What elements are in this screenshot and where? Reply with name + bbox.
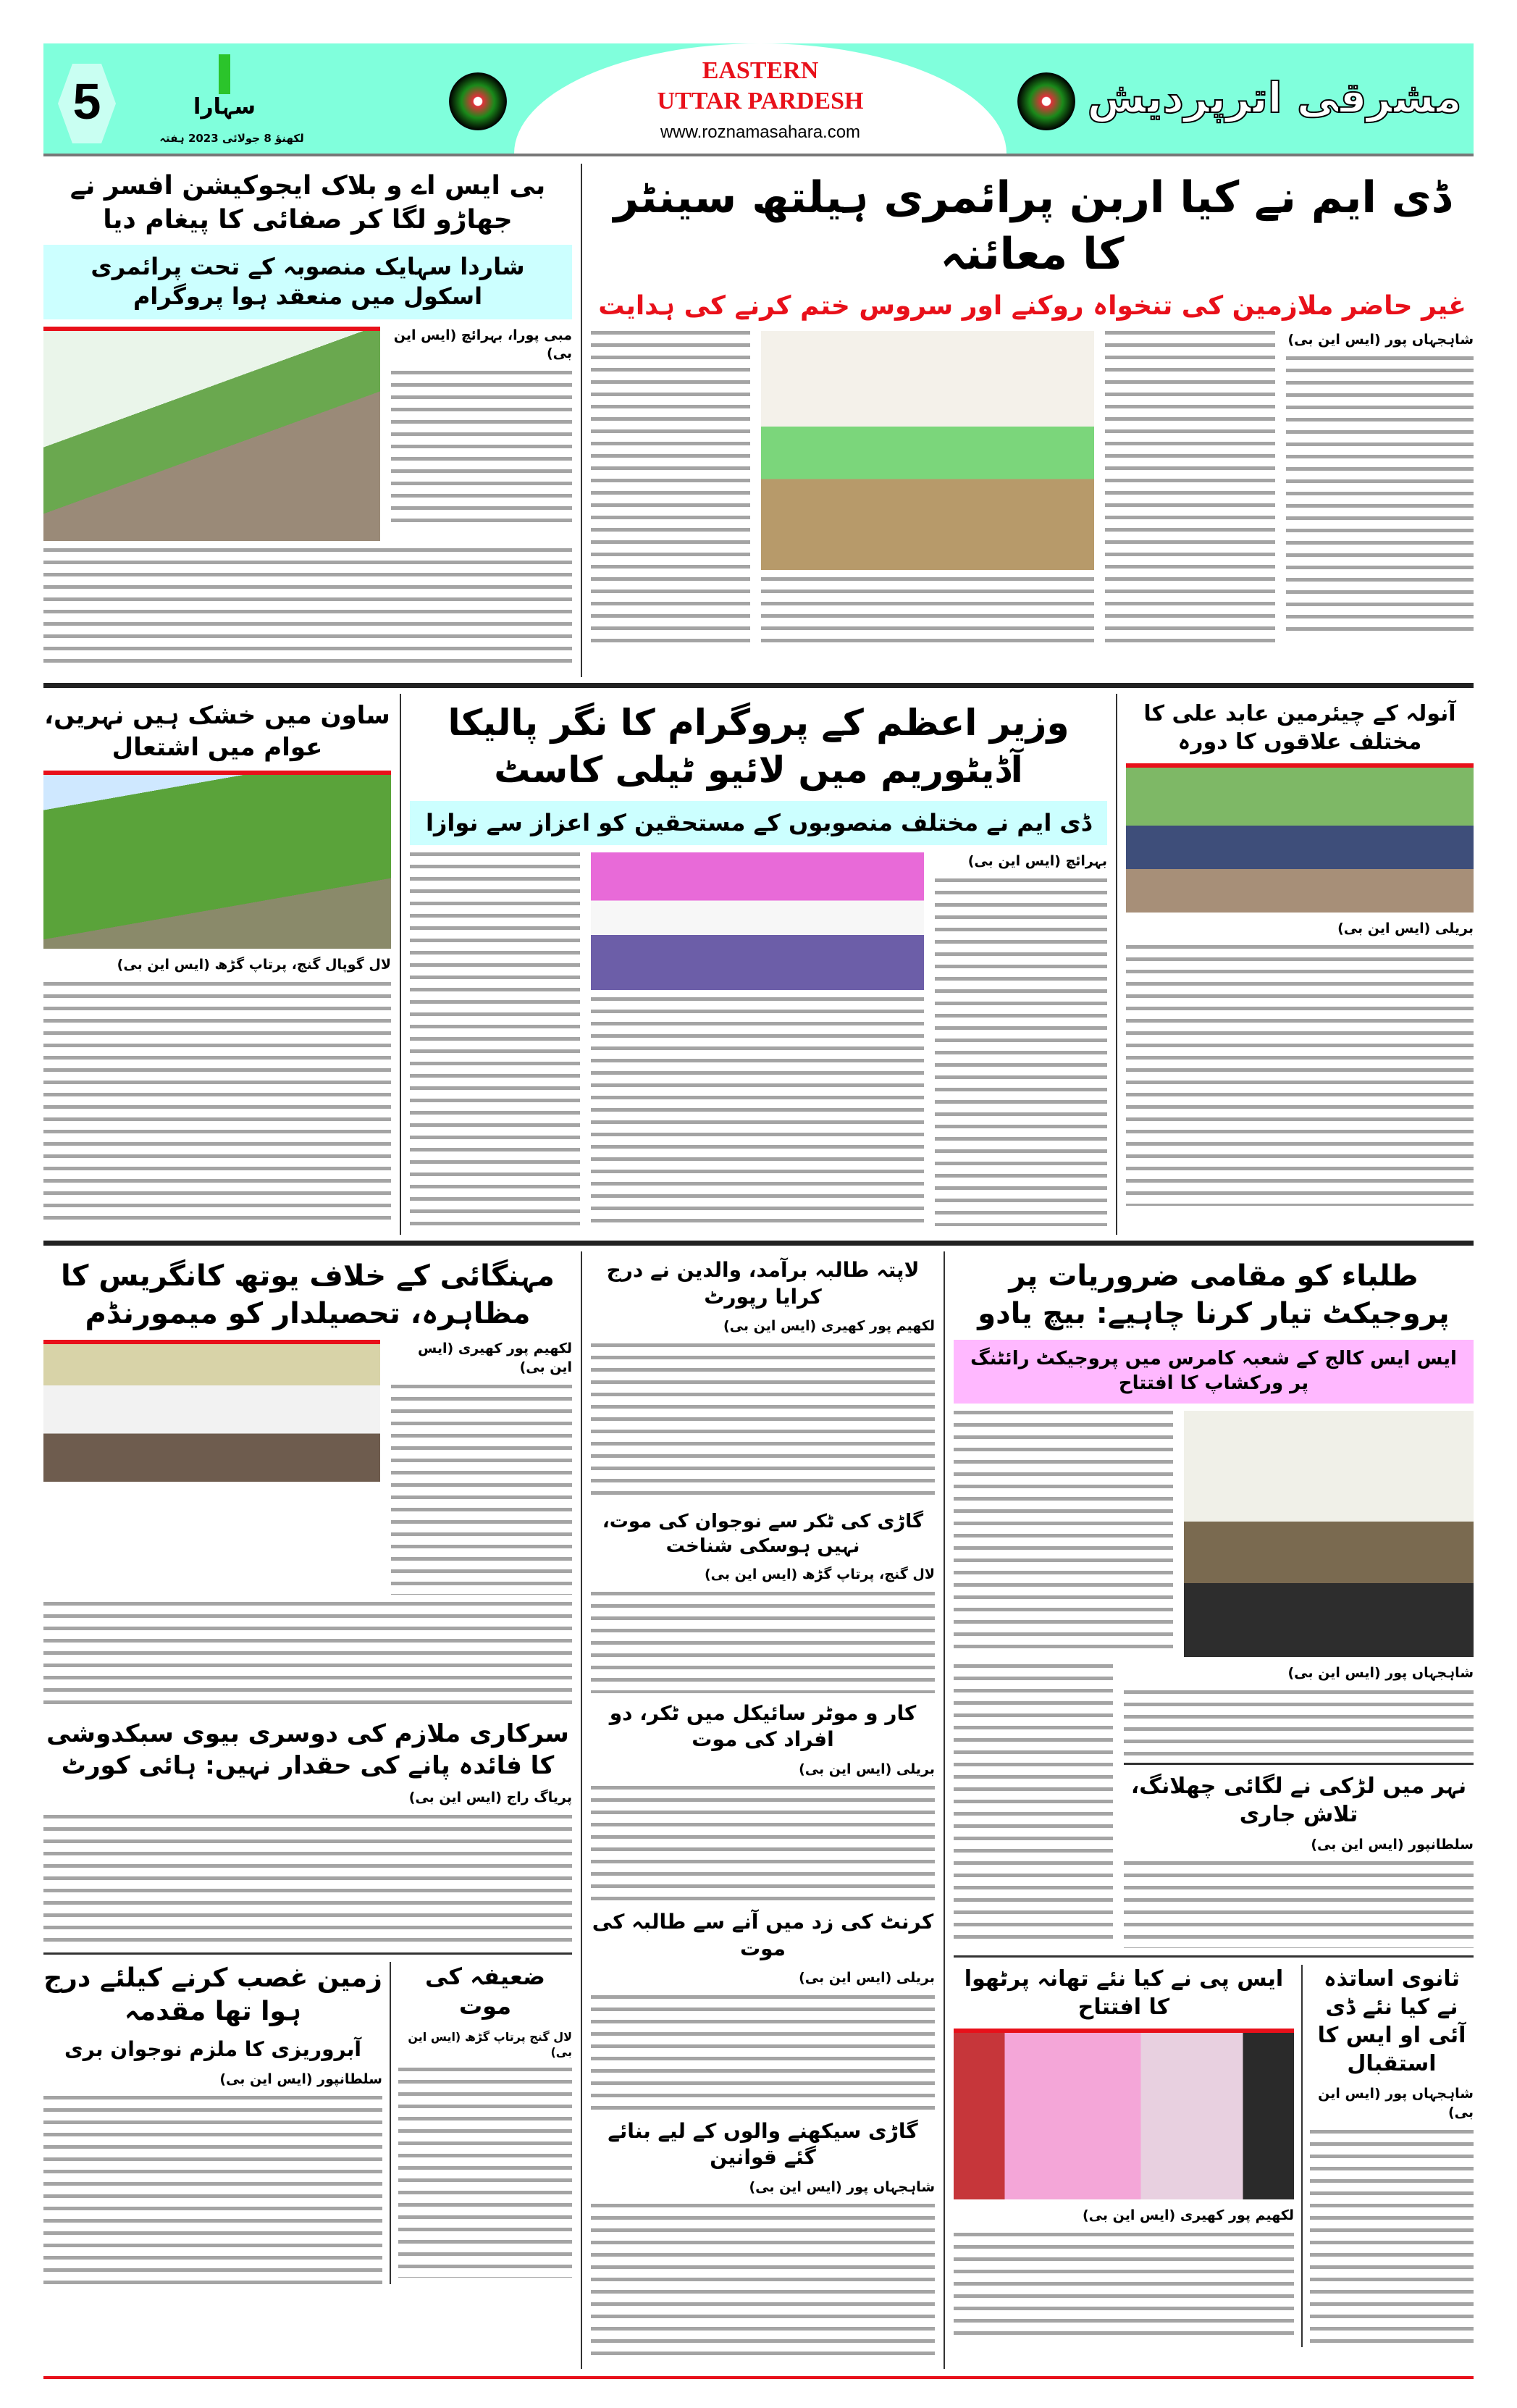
article-text: [391, 1385, 572, 1595]
text-column: [935, 852, 1107, 1226]
section-row-1: [43, 164, 1474, 677]
article-text: [410, 852, 580, 1229]
photo-congress-memorandum: [43, 1340, 380, 1482]
dm-inspection-story: [581, 164, 1474, 677]
logo-emblem-icon: [219, 54, 230, 94]
sunburst-right-icon: [1017, 72, 1075, 130]
article-text: [1105, 331, 1275, 642]
byline: بہرائچ (ایس این بی): [967, 853, 1107, 870]
article-text: [954, 1664, 1113, 1939]
section-rule: [43, 1952, 572, 1955]
lead-subhead: غیر حاضر ملازمین کی تنخواہ روکنے اور سروس ختم کرنے کی ہدایت: [598, 291, 1466, 321]
headline: طلباء کو مقامی ضروریات پر پروجیکٹ تیار کرنا چاہیے: بیچ یادو: [978, 1259, 1450, 1331]
section-rule: [43, 1241, 1474, 1246]
text-column: [391, 327, 572, 530]
photo-health-centre: [761, 331, 1094, 570]
middle-column: [581, 1251, 944, 2369]
byline: شاہجہاں پور (ایس این بی): [749, 2178, 935, 2195]
website-link[interactable]: www.roznamasahara.com: [660, 122, 861, 142]
photo-workshop: [1184, 1411, 1474, 1657]
sunburst-left-icon: [449, 72, 507, 130]
photo-police-station-opening: [954, 2029, 1294, 2199]
byline: شاہجہاں پور (ایس این بی): [1287, 331, 1474, 348]
photo-text-row: [43, 327, 572, 541]
article-text: [43, 548, 572, 671]
byline: بریلی (ایس این بی): [799, 1761, 935, 1777]
photo-column: [761, 331, 1094, 642]
logo-lettering: سہارا: [193, 94, 256, 119]
headline: گاڑی کی ٹکر سے نوجوان کی موت، نہیں ہوسکی شناخت: [602, 1510, 924, 1557]
page-number: 5: [72, 73, 101, 130]
photo-text-row: [43, 1340, 572, 1594]
lead-headline: ڈی ایم نے کیا اربن پرائمری ہیلتھ سینٹر کا معائنہ: [613, 172, 1451, 280]
text-column: [1124, 1664, 1474, 1948]
section-rule: [954, 1955, 1474, 1958]
article-text: [1126, 945, 1474, 1206]
byline: پریاگ راج (ایس این بی): [408, 1790, 572, 1806]
masthead-band: [43, 43, 1474, 156]
headline: سرکاری ملازم کی دوسری بیوی سبکدوشی کا فائدہ پانے کی حقدار نہیں: ہائی کورٹ: [46, 1719, 569, 1780]
byline: بریلی (ایس این بی): [1337, 920, 1474, 936]
headline: زمین غصب کرنے کیلئے درج ہوا تھا مقدمہ: [43, 1963, 382, 2027]
article-text: [591, 997, 924, 1229]
photo-chairman-visit: [1126, 763, 1474, 913]
photo-dry-canal: [43, 771, 391, 949]
subhead-box: شاردا سہایک منصوبہ کے تحت پرائمری اسکول میں منعقد ہوا پروگرام: [43, 245, 572, 319]
byline: لال گنج پرتاپ گڑھ (ایس این بی): [408, 2029, 572, 2060]
byline: سلطانپور (ایس این بی): [1311, 1836, 1474, 1853]
article-text: [43, 1815, 572, 1945]
byline: سلطانپور (ایس این بی): [219, 2071, 382, 2087]
pm-program-story: [400, 694, 1116, 1236]
bottom-stories-row: [954, 1965, 1474, 2346]
photo-text-row: [954, 1411, 1474, 1657]
bottom-stories-row: [43, 1962, 572, 2285]
headline: بی ایس اے و بلاک ایجوکیشن افسر نے جھاڑو لگا کر صفائی کا پیغام دیا: [70, 171, 546, 235]
byline: مبی پورا، بہرائچ (ایس این بی): [393, 327, 572, 362]
aonla-chairman-story: [1116, 694, 1474, 1236]
article-text: [954, 2233, 1294, 2341]
subhead-box: ڈی ایم نے مختلف منصوبوں کے مستحقین کو اعزاز سے نوازا: [410, 801, 1107, 846]
headline: کرنٹ کی زد میں آنے سے طالبہ کی موت: [592, 1910, 934, 1960]
subhead-box: ایس ایس کالج کے شعبہ کامرس میں پروجیکٹ رائٹنگ پر ورکشاپ کا افتتاح: [954, 1340, 1474, 1404]
article-text: [591, 331, 750, 642]
photo-cleanliness-drive: [43, 327, 380, 541]
article-text: [1310, 2130, 1474, 2347]
edition-uttar-pardesh: UTTAR PARDESH: [657, 88, 864, 114]
article-text: [591, 1995, 935, 2111]
article-text: [398, 2068, 572, 2278]
article-text: [591, 1343, 935, 1503]
article-text: [391, 371, 572, 530]
dry-canals-story: [43, 694, 400, 1236]
article-text: [43, 2096, 382, 2284]
text-column: [391, 1340, 572, 1594]
pm-body-row: [410, 852, 1107, 1229]
photo-column: [591, 852, 924, 1229]
section-rule: [1124, 1763, 1474, 1765]
byline: شاہجہاں پور (ایس این بی): [1287, 1664, 1474, 1681]
sp-police-story: [954, 1965, 1301, 2346]
byline: لکھیم پور کھیری (ایس این بی): [418, 1341, 572, 1376]
article-text: [591, 1786, 935, 1902]
article-text: [954, 1411, 1173, 1657]
section-rule: [43, 683, 1474, 688]
headline: گاڑی سیکھنے والوں کے لیے بنائے گئے قوانین: [608, 2118, 918, 2170]
article-text: [1286, 356, 1474, 632]
land-grab-story: [43, 1962, 390, 2285]
article-text: [1124, 1690, 1474, 1755]
photo-award-ceremony: [591, 852, 924, 990]
byline: لکھیم پور کھیری (ایس این بی): [723, 1318, 935, 1335]
newspaper-page: [43, 0, 1474, 2408]
article-text: [43, 1602, 572, 1711]
headline: کار و موٹر سائیکل میں ٹکر، دو افراد کی موت: [609, 1701, 917, 1752]
headline: ثانوی اساتذہ نے کیا نئے ڈی آئی او ایس کا استقبال: [1317, 1966, 1466, 2077]
text-column: [1286, 331, 1474, 632]
left-column: [43, 1251, 581, 2369]
article-text: [1124, 1861, 1474, 1948]
byline: شاہجہاں پور (ایس این بی): [1318, 2086, 1474, 2120]
headline: ضعیفہ کی موت: [425, 1962, 545, 2021]
headline: آنولہ کے چیئرمین عابد علی کا مختلف علاقوں کا دورہ: [1143, 700, 1456, 755]
section-title: مشرقی اترپردیش: [1087, 73, 1462, 122]
headline: ساون میں خشک ہیں نہریں، عوام میں اشتعال: [44, 700, 390, 762]
lead-body-row: [591, 331, 1474, 642]
byline: لال گوپال گنج، پرتاپ گڑھ (ایس این بی): [117, 957, 391, 973]
article-text: [935, 878, 1107, 1226]
section-row-2: [43, 694, 1474, 1236]
teachers-welcome-story: [1301, 1965, 1474, 2346]
elderly-death-story: [390, 1962, 572, 2285]
byline: بریلی (ایس این بی): [799, 1970, 935, 1987]
subhead: آبروریزی کا ملزم نوجوان بری: [64, 2037, 362, 2062]
headline: نہر میں لڑکی نے لگائی چھلانگ، تلاش جاری: [1130, 1773, 1467, 1827]
sahara-logo: [152, 43, 297, 130]
article-text: [591, 1592, 935, 1693]
headline: لاپتہ طالبہ برآمد، والدین نے درج کرایا رپورٹ: [606, 1258, 920, 1309]
issue-date: لکھنؤ 8 جولائی 2023 ہفتہ: [159, 132, 304, 145]
byline: لال گنج، پرتاپ گڑھ (ایس این بی): [704, 1566, 935, 1583]
headline: ایس پی نے کیا نئے تھانہ پرٹھوا کا افتتاح: [964, 1966, 1284, 2021]
byline: لکھیم پور کھیری (ایس این بی): [1083, 2207, 1294, 2224]
right-column: [944, 1251, 1474, 2369]
edition-eastern: EASTERN: [702, 57, 819, 84]
article-text: [43, 982, 391, 1221]
beo-story: [43, 164, 581, 677]
headline: مہنگائی کے خلاف یوتھ کانگریس کا مظاہرہ، تحصیلدار کو میمورنڈم: [61, 1259, 555, 1331]
headline: وزیر اعظم کے پروگرام کا نگر پالیکا آڈیٹوریم میں لائیو ٹیلی کاسٹ: [447, 701, 1070, 791]
section-row-3: [43, 1251, 1474, 2369]
article-text: [591, 2204, 935, 2363]
photo-caption: [761, 577, 1094, 642]
footer-rule: [43, 2376, 1474, 2379]
text-row: [954, 1664, 1474, 1948]
